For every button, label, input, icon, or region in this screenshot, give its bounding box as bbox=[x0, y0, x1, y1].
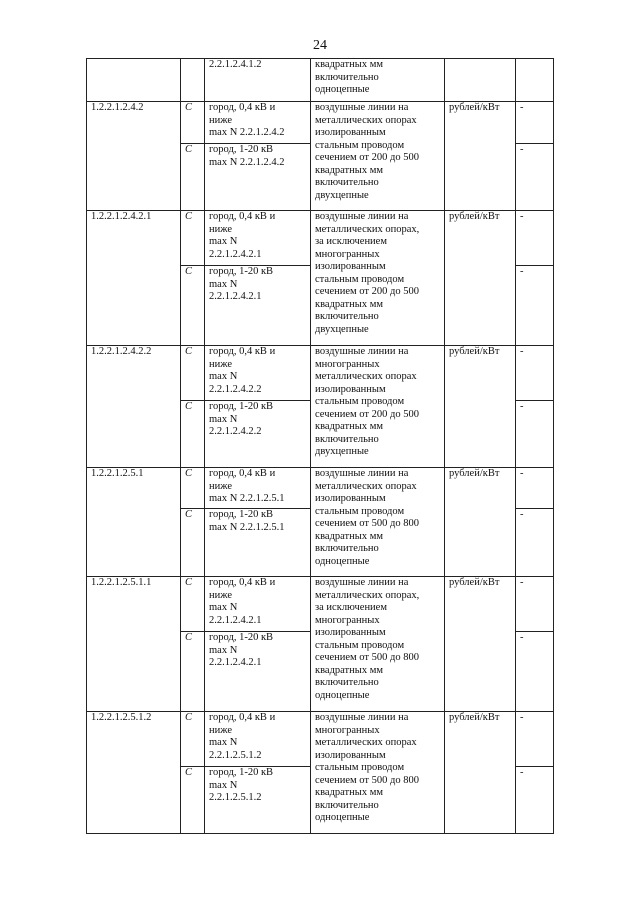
description-line: за исключением bbox=[315, 236, 387, 247]
category-line: 2.2.1.2.4.2.2 bbox=[209, 383, 262, 395]
description-cell bbox=[311, 211, 445, 346]
value-cell: - bbox=[516, 577, 554, 632]
category-cell bbox=[205, 346, 311, 401]
description-line: сечением от 500 до 800 bbox=[315, 518, 419, 529]
category-line: город, 1-20 кВ bbox=[209, 767, 274, 778]
tariff-table bbox=[86, 58, 554, 834]
value-cell: - bbox=[516, 144, 554, 211]
description-line: многогранных bbox=[315, 358, 380, 370]
description-line: квадратных мм bbox=[315, 664, 383, 676]
symbol-cell: C bbox=[181, 346, 205, 401]
category-line: город, 0,4 кВ и bbox=[209, 102, 276, 113]
code-cell bbox=[87, 59, 181, 102]
symbol-cell: C bbox=[181, 632, 205, 712]
value-cell: - bbox=[516, 468, 554, 509]
description-line: квадратных мм bbox=[315, 298, 383, 310]
description-line: стальным проводом bbox=[315, 139, 405, 151]
category-cell bbox=[205, 632, 311, 712]
value-cell: - bbox=[516, 266, 554, 346]
description-line: включительно bbox=[315, 799, 379, 811]
description-line: квадратных мм bbox=[315, 164, 383, 176]
category-cell bbox=[205, 266, 311, 346]
code-cell: 1.2.2.1.2.4.2 bbox=[87, 102, 181, 211]
description-line: изолированным bbox=[315, 383, 386, 395]
category-line: город, 1-20 кВ bbox=[209, 144, 274, 155]
description-line: за исключением bbox=[315, 602, 387, 613]
category-cell bbox=[205, 468, 311, 509]
description-line: металлических опорах, bbox=[315, 589, 420, 601]
table-row bbox=[87, 468, 554, 509]
description-line: одноцепные bbox=[315, 84, 370, 95]
category-line: город, 0,4 кВ и bbox=[209, 468, 276, 479]
description-line: включительно bbox=[315, 71, 379, 83]
unit-cell bbox=[445, 59, 516, 102]
description-line: включительно bbox=[315, 311, 379, 322]
table-row bbox=[87, 346, 554, 401]
description-line: двухцепные bbox=[315, 446, 369, 457]
category-line: max N bbox=[209, 602, 238, 613]
code-cell: 1.2.2.1.2.4.2.1 bbox=[87, 211, 181, 346]
description-line: сечением от 500 до 800 bbox=[315, 652, 419, 663]
description-line: многогранных bbox=[315, 248, 380, 260]
category-line: max N bbox=[209, 779, 238, 791]
description-cell bbox=[311, 577, 445, 712]
description-line: квадратных мм bbox=[315, 787, 383, 798]
category-line: город, 0,4 кВ и bbox=[209, 211, 276, 222]
description-line: одноцепные bbox=[315, 689, 370, 701]
category-line: ниже bbox=[209, 480, 233, 492]
value-cell: - bbox=[516, 632, 554, 712]
category-line: ниже bbox=[209, 358, 233, 370]
description-line: сечением от 500 до 800 bbox=[315, 774, 419, 786]
table-row bbox=[87, 712, 554, 767]
description-line: многогранных bbox=[315, 724, 380, 736]
unit-cell: рублей/кВт bbox=[445, 346, 516, 468]
category-line: ниже bbox=[209, 223, 233, 235]
description-line: изолированным bbox=[315, 749, 386, 761]
value-cell: - bbox=[516, 211, 554, 266]
table-row bbox=[87, 577, 554, 632]
category-line: max N 2.2.1.2.4.2 bbox=[209, 127, 285, 138]
description-line: воздушные линии на bbox=[315, 102, 409, 113]
code-cell: 1.2.2.1.2.5.1 bbox=[87, 468, 181, 577]
category-line: 2.2.1.2.5.1.2 bbox=[209, 792, 262, 803]
code-cell: 1.2.2.1.2.5.1.2 bbox=[87, 712, 181, 834]
description-line: воздушные линии на bbox=[315, 211, 409, 222]
unit-cell: рублей/кВт bbox=[445, 102, 516, 211]
table-row bbox=[87, 211, 554, 266]
symbol-cell: C bbox=[181, 509, 205, 577]
category-line: max N bbox=[209, 278, 238, 290]
value-cell: - bbox=[516, 401, 554, 468]
category-line: 2.2.1.2.4.2.1 bbox=[209, 291, 262, 302]
symbol-cell: C bbox=[181, 712, 205, 767]
description-line: металлических опорах bbox=[315, 737, 417, 748]
category-cell bbox=[205, 577, 311, 632]
description-line: квадратных мм bbox=[315, 421, 383, 432]
unit-cell: рублей/кВт bbox=[445, 712, 516, 834]
description-line: одноцепные bbox=[315, 555, 370, 567]
description-cell bbox=[311, 468, 445, 577]
category-line: 2.2.1.2.5.1.2 bbox=[209, 749, 262, 761]
category-line: город, 1-20 кВ bbox=[209, 509, 274, 520]
category-line: 2.2.1.2.4.2.1 bbox=[209, 614, 262, 626]
value-cell: - bbox=[516, 509, 554, 577]
page-number: 24 bbox=[313, 38, 327, 53]
category-line: max N bbox=[209, 737, 238, 748]
description-line: стальным проводом bbox=[315, 273, 405, 285]
symbol-cell: C bbox=[181, 767, 205, 834]
description-line: квадратных мм bbox=[315, 59, 383, 70]
description-line: воздушные линии на bbox=[315, 468, 409, 479]
symbol-cell bbox=[181, 59, 205, 102]
category-line: max N bbox=[209, 644, 238, 656]
description-line: воздушные линии на bbox=[315, 346, 409, 357]
category-line: 2.2.1.2.4.1.2 bbox=[209, 59, 262, 70]
description-cell bbox=[311, 346, 445, 468]
description-line: включительно bbox=[315, 177, 379, 188]
value-cell bbox=[516, 59, 554, 102]
value-cell: - bbox=[516, 102, 554, 144]
symbol-cell: C bbox=[181, 211, 205, 266]
description-line: изолированным bbox=[315, 493, 386, 504]
description-line: двухцепные bbox=[315, 323, 369, 335]
category-line: max N 2.2.1.2.5.1 bbox=[209, 521, 285, 533]
category-line: 2.2.1.2.4.2.1 bbox=[209, 248, 262, 260]
description-line: одноцепные bbox=[315, 812, 370, 823]
category-cell bbox=[205, 767, 311, 834]
description-line: металлических опорах, bbox=[315, 223, 420, 235]
category-line: ниже bbox=[209, 114, 233, 126]
description-line: включительно bbox=[315, 677, 379, 688]
description-line: металлических опорах bbox=[315, 480, 417, 492]
symbol-cell: C bbox=[181, 266, 205, 346]
description-cell bbox=[311, 59, 445, 102]
unit-cell: рублей/кВт bbox=[445, 468, 516, 577]
category-line: город, 1-20 кВ bbox=[209, 401, 274, 412]
description-line: сечением от 200 до 500 bbox=[315, 408, 419, 420]
table-row bbox=[87, 102, 554, 144]
category-line: max N bbox=[209, 413, 238, 425]
category-line: max N 2.2.1.2.4.2 bbox=[209, 156, 285, 168]
code-cell: 1.2.2.1.2.5.1.1 bbox=[87, 577, 181, 712]
category-line: город, 0,4 кВ и bbox=[209, 712, 276, 723]
value-cell: - bbox=[516, 712, 554, 767]
category-line: город, 1-20 кВ bbox=[209, 632, 274, 643]
description-cell bbox=[311, 102, 445, 211]
description-cell bbox=[311, 712, 445, 834]
description-line: воздушные линии на bbox=[315, 577, 409, 588]
category-line: город, 0,4 кВ и bbox=[209, 346, 276, 357]
description-line: воздушные линии на bbox=[315, 712, 409, 723]
description-line: стальным проводом bbox=[315, 505, 405, 517]
unit-cell: рублей/кВт bbox=[445, 577, 516, 712]
description-line: сечением от 200 до 500 bbox=[315, 152, 419, 163]
symbol-cell: C bbox=[181, 401, 205, 468]
description-line: изолированным bbox=[315, 627, 386, 638]
continuation-row bbox=[87, 59, 554, 102]
symbol-cell: C bbox=[181, 102, 205, 144]
description-line: металлических опорах bbox=[315, 114, 417, 126]
description-line: изолированным bbox=[315, 261, 386, 272]
category-cell bbox=[205, 59, 311, 102]
description-line: стальным проводом bbox=[315, 396, 405, 407]
description-line: квадратных мм bbox=[315, 530, 383, 542]
category-cell bbox=[205, 211, 311, 266]
category-cell bbox=[205, 509, 311, 577]
description-line: стальным проводом bbox=[315, 762, 405, 773]
description-line: изолированным bbox=[315, 127, 386, 138]
description-line: сечением от 200 до 500 bbox=[315, 286, 419, 297]
category-line: 2.2.1.2.4.2.1 bbox=[209, 657, 262, 668]
category-cell bbox=[205, 401, 311, 468]
description-line: двухцепные bbox=[315, 189, 369, 201]
description-line: многогранных bbox=[315, 614, 380, 626]
category-cell bbox=[205, 144, 311, 211]
description-line: включительно bbox=[315, 543, 379, 554]
symbol-cell: C bbox=[181, 577, 205, 632]
category-line: ниже bbox=[209, 724, 233, 736]
description-line: металлических опорах bbox=[315, 371, 417, 382]
category-line: max N bbox=[209, 371, 238, 382]
code-cell: 1.2.2.1.2.4.2.2 bbox=[87, 346, 181, 468]
description-line: включительно bbox=[315, 433, 379, 445]
value-cell: - bbox=[516, 767, 554, 834]
symbol-cell: C bbox=[181, 468, 205, 509]
value-cell: - bbox=[516, 346, 554, 401]
category-line: город, 0,4 кВ и bbox=[209, 577, 276, 588]
category-line: max N 2.2.1.2.5.1 bbox=[209, 493, 285, 504]
category-cell bbox=[205, 712, 311, 767]
symbol-cell: C bbox=[181, 144, 205, 211]
description-line: стальным проводом bbox=[315, 639, 405, 651]
category-line: 2.2.1.2.4.2.2 bbox=[209, 426, 262, 437]
unit-cell: рублей/кВт bbox=[445, 211, 516, 346]
category-line: max N bbox=[209, 236, 238, 247]
category-line: город, 1-20 кВ bbox=[209, 266, 274, 277]
category-line: ниже bbox=[209, 589, 233, 601]
category-cell bbox=[205, 102, 311, 144]
